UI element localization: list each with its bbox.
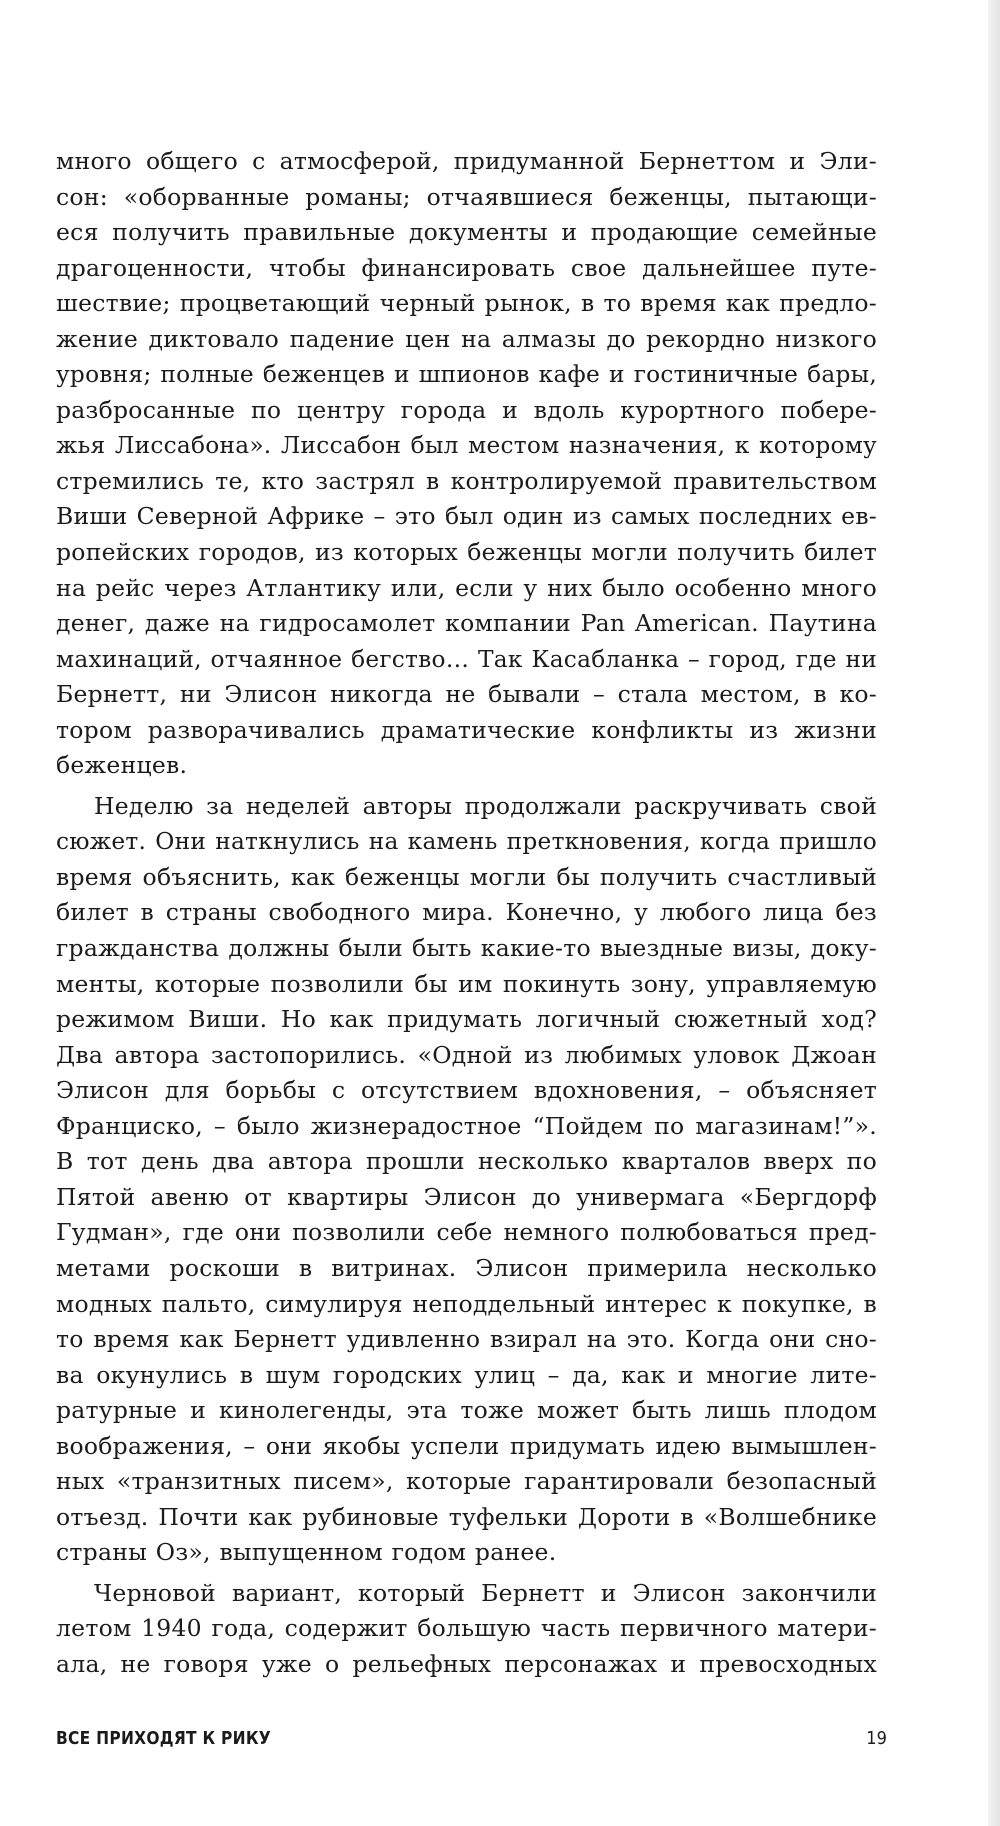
line-text: на рейс через Атлантику или, если у них было особенно много bbox=[56, 573, 877, 602]
line-text: отъезд. Почти как рубиновые туфельки Дороти в «Волшебнике bbox=[56, 1502, 877, 1531]
line-text: страны Оз», выпущенном годом ранее. bbox=[56, 1538, 557, 1567]
line-text: время объяснить, как беженцы могли бы получить счастливый bbox=[56, 862, 877, 891]
line-text: еся получить правильные документы и продающие семейные bbox=[56, 218, 877, 247]
text-line bbox=[56, 606, 877, 642]
text-line bbox=[56, 1611, 877, 1647]
line-text: сон: «оборванные романы; отчаявшиеся беженцы, пытающи- bbox=[56, 182, 877, 211]
page-number: 19 bbox=[866, 1728, 887, 1749]
text-line bbox=[56, 428, 877, 464]
line-text: махинаций, отчаянное бегство… Так Касабланка – город, где ни bbox=[56, 645, 877, 673]
text-line bbox=[56, 1322, 877, 1358]
line-text: модных пальто, симулируя неподдельный интерес к покупке, в bbox=[56, 1289, 877, 1318]
line-text: ва окунулись в шум городских улиц – да, как и многие лите- bbox=[56, 1360, 877, 1389]
text-line bbox=[56, 1180, 877, 1216]
line-text: шествие; процветающий черный рынок, в то время как предло- bbox=[56, 289, 877, 318]
text-line bbox=[56, 180, 877, 216]
text-line bbox=[56, 251, 877, 287]
line-text: жение диктовало падение цен на алмазы до рекордно низкого bbox=[56, 324, 877, 353]
line-text: сюжет. Они наткнулись на камень преткновения, когда пришло bbox=[56, 828, 877, 856]
text-line bbox=[56, 535, 877, 571]
line-text: воображения, – они якобы успели придумать идею вымышлен- bbox=[56, 1431, 877, 1460]
line-text: В тот день два автора прошли несколько кварталов вверх по bbox=[56, 1147, 877, 1176]
text-line bbox=[56, 1002, 877, 1038]
line-text: гражданства должны были быть какие-то выездные визы, доку- bbox=[56, 934, 877, 963]
paragraph bbox=[56, 789, 877, 1571]
line-text: Неделю за неделей авторы продолжали раскручивать свой bbox=[94, 791, 877, 820]
text-line bbox=[56, 393, 877, 429]
paragraph bbox=[56, 144, 877, 784]
text-line bbox=[56, 1535, 877, 1571]
text-line bbox=[56, 1251, 877, 1287]
text-line bbox=[56, 713, 877, 749]
text-line bbox=[56, 824, 877, 860]
text-line bbox=[56, 1109, 877, 1145]
line-text: то время как Бернетт удивленно взирал на это. Когда они сно- bbox=[56, 1325, 877, 1354]
text-line bbox=[56, 144, 877, 180]
line-text: метами роскоши в витринах. Элисон примерила несколько bbox=[56, 1253, 877, 1282]
text-line bbox=[56, 895, 877, 931]
line-text: Бернетт, ни Элисон никогда не бывали – стала местом, в ко- bbox=[56, 680, 877, 709]
text-line bbox=[56, 1287, 877, 1323]
line-text: Два автора застопорились. «Одной из любимых уловок Джоан bbox=[56, 1040, 877, 1069]
line-text: летом 1940 года, содержит большую часть первичного матери- bbox=[56, 1614, 877, 1643]
page-edge-shadow bbox=[988, 0, 1000, 1826]
line-text: стремились те, кто застрял в контролируемой правительством bbox=[56, 466, 877, 495]
text-line bbox=[56, 1358, 877, 1394]
page-footer bbox=[56, 1728, 887, 1749]
line-text: Франциско, – было жизнерадостное “Пойдем по магазинам!”». bbox=[56, 1111, 877, 1140]
text-line bbox=[56, 1500, 877, 1536]
text-line bbox=[56, 1464, 877, 1500]
line-text: Пятой авеню от квартиры Элисон до универмага «Бергдорф bbox=[56, 1182, 877, 1211]
text-line bbox=[56, 499, 877, 535]
text-line bbox=[56, 357, 877, 393]
line-text: Гудман», где они позволили себе немного полюбоваться пред- bbox=[56, 1218, 877, 1247]
running-head: ВСЕ ПРИХОДЯТ К РИКУ bbox=[56, 1728, 271, 1749]
text-line bbox=[56, 215, 877, 251]
text-line bbox=[56, 1038, 877, 1074]
text-line bbox=[56, 931, 877, 967]
line-text: беженцев. bbox=[56, 751, 188, 780]
text-line bbox=[56, 1073, 877, 1109]
text-line bbox=[56, 860, 877, 896]
text-line bbox=[56, 1215, 877, 1251]
text-line bbox=[56, 1576, 877, 1612]
text-line bbox=[56, 1144, 877, 1180]
text-line bbox=[56, 1429, 877, 1465]
line-text: ратурные и кинолегенды, эта тоже может быть лишь плодом bbox=[56, 1396, 877, 1425]
text-line bbox=[56, 789, 877, 825]
text-line bbox=[56, 1647, 877, 1683]
text-line bbox=[56, 1393, 877, 1429]
line-text: ала, не говоря уже о рельефных персонажах и превосходных bbox=[56, 1649, 877, 1678]
line-text: менты, которые позволили бы им покинуть зону, управляемую bbox=[56, 969, 877, 998]
text-line bbox=[56, 322, 877, 358]
paragraph bbox=[56, 1576, 877, 1683]
line-text: тором разворачивались драматические конфликты из жизни bbox=[56, 715, 877, 744]
body-text bbox=[56, 144, 877, 1683]
line-text: ропейских городов, из которых беженцы могли получить билет bbox=[56, 538, 877, 567]
line-text: много общего с атмосферой, придуманной Бернеттом и Эли- bbox=[56, 147, 877, 175]
text-line bbox=[56, 677, 877, 713]
line-text: разбросанные по центру города и вдоль курортного побере- bbox=[56, 395, 877, 424]
line-text: жья Лиссабона». Лиссабон был местом назначения, к которому bbox=[56, 432, 877, 460]
line-text: уровня; полные беженцев и шпионов кафе и гостиничные бары, bbox=[56, 361, 877, 389]
line-text: Черновой вариант, который Бернетт и Элисон закончили bbox=[94, 1578, 877, 1607]
line-text: драгоценности, чтобы финансировать свое дальнейшее путе- bbox=[56, 253, 877, 282]
text-line bbox=[56, 748, 877, 784]
line-text: Виши Северной Африке – это был один из самых последних ев- bbox=[56, 502, 877, 531]
line-text: билет в страны свободного мира. Конечно, у любого лица без bbox=[56, 898, 877, 927]
text-line bbox=[56, 642, 877, 678]
text-line bbox=[56, 464, 877, 500]
text-line bbox=[56, 571, 877, 607]
line-text: денег, даже на гидросамолет компании Pan American. Паутина bbox=[56, 609, 877, 638]
line-text: ных «транзитных писем», которые гарантировали безопасный bbox=[56, 1467, 877, 1496]
text-line bbox=[56, 967, 877, 1003]
text-line bbox=[56, 286, 877, 322]
line-text: режимом Виши. Но как придумать логичный сюжетный ход? bbox=[56, 1005, 877, 1034]
line-text: Элисон для борьбы с отсутствием вдохновения, – объясняет bbox=[56, 1076, 877, 1105]
